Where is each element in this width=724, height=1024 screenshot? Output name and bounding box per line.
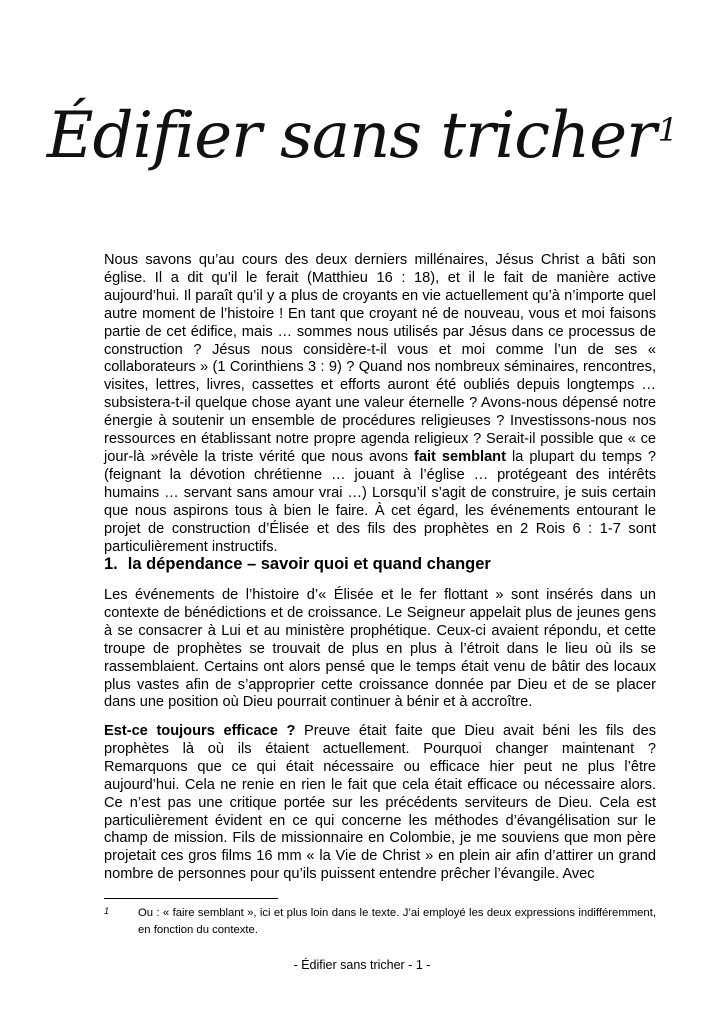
section-number: 1. (104, 555, 118, 573)
intro-text-part1: Nous savons qu’au cours des deux derniers millénaires, Jésus Christ a bâti son église. Il a dit qu’il le ferait (Matthieu 16 : 18), et il le fait de manière active aujourd’hui. Il paraît qu’il y a plus de croyants en vie actuellement qu’à n’importe quel autre moment de l’histoire ! En tant que croyant né de nouveau, vous et moi faisons partie de cet édifice, mais … sommes nous utilisés par Jésus dans ce processus de construction ? Jésus nous considère-t-il vous et moi comme l’un de ses « collaborateurs » (1 Corinthiens 3 : 9) ? Quand nos nombreux séminaires, rencontres, visites, lettres, livres, cassettes et efforts auront été oubliés depuis longtemps … subsistera-t-il quelque chose ayant une valeur éternelle ? Avons-nous dépensé notre énergie à soutenir un ensemble de procédures religieuses ? Investissons-nous nos ressources en établissant notre propre agenda religieux ? Serait-il possible que « ce jour-là »révèle la triste vérité que nous avons (104, 252, 656, 465)
section-paragraph-2 (104, 723, 656, 884)
page-footer: - Édifier sans tricher - 1 - (293, 958, 431, 972)
footnote-text: Ou : « faire semblant », ici et plus loin dans le texte. J’ai employé les deux expressions indifféremment, en fonction du contexte. (138, 907, 656, 936)
footnote-mark: 1 (104, 906, 110, 916)
intro-bold-phrase: fait semblant (414, 448, 506, 465)
title-footnote-ref: 1 (657, 111, 678, 149)
section-paragraph-2-lead: Est-ce toujours efficace ? (104, 723, 296, 739)
section-paragraph-1-text: Les événements de l’histoire d’« Élisée et le fer flottant » sont insérés dans un contexte de bénédictions et de croissance. Le Seigneur appelait plus de jeunes gens à se consacrer à Lui et au ministère prophétique. Ceux-ci avaient répondu, et cette troupe de prophètes se trouvait de plus en plus à l’étroit dans le lieu où ils se rassemblaient. Certains ont alors pensé que le temps était venu de bâtir des locaux plus vastes afin de s’approprier cette croissance donnée par Dieu et de se placer dans une position où Dieu pourrait continuer à bénir et à accroître. (104, 587, 656, 711)
intro-paragraph (104, 252, 656, 556)
footnote (104, 905, 656, 939)
section-paragraph-2-text: Preuve était faite que Dieu avait béni les fils des prophètes là où ils étaient actuellement. Pourquoi changer maintenant ? Remarquons que ce qui était nécessaire ou efficace hier peut ne plus l’être aujourd’hui. Cela ne renie en rien le fait que cela était efficace ou nécessaire alors. Ce n’est pas une critique portée sur les précédents serviteurs de Dieu. Cela est particulièrement évident en ce qui concerne les méthodes d’évangélisation sur le champ de mission. Fils de missionnaire en Colombie, je me souviens que mon père projetait ces gros films 16 mm « la Vie de Christ » en plein air afin d’attirer un grand nombre de personnes pour qu’ils puissent entendre prêcher l’évangile. Avec (104, 723, 656, 883)
title-text: Édifier sans tricher (46, 99, 656, 173)
section-paragraph-1 (104, 587, 656, 712)
intro-text-part2: la plupart du temps ? (feignant la dévotion chrétienne … jouant à l’église … protégeant des intérêts humains … servant sans amour vrai …) Lorsqu’il s’agit de construire, je suis certain que nous aspirons tous à bien le faire. À cet égard, les événements entourant le projet de construction d’Élisée et des fils des prophètes en 2 Rois 6 : 1-7 sont particulièrement instructifs. (104, 448, 657, 555)
section-heading (104, 554, 656, 574)
section-title: la dépendance – savoir quoi et quand changer (127, 555, 491, 573)
document-title (0, 96, 724, 176)
footnote-separator (104, 898, 278, 899)
